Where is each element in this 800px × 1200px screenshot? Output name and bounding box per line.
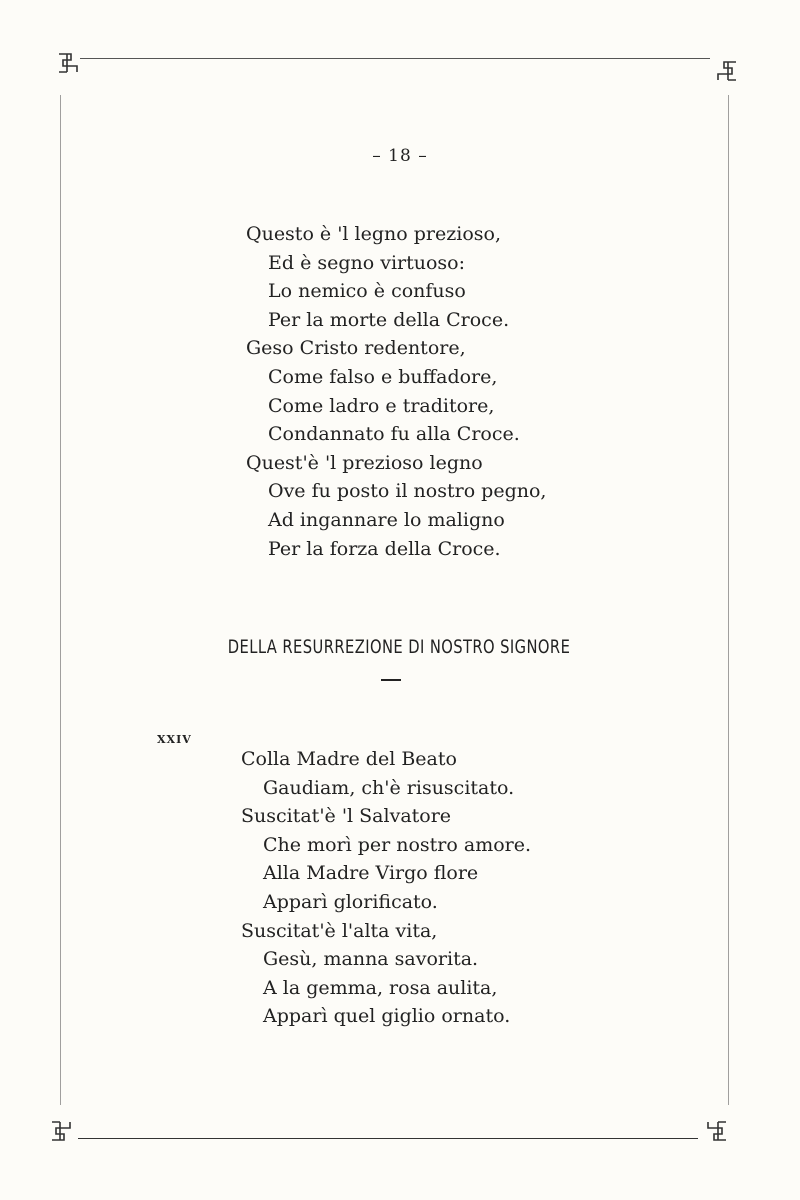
title-separator bbox=[381, 679, 401, 681]
verse-line: Suscitat'è 'l Salvatore bbox=[241, 805, 452, 828]
frame-right-rule bbox=[728, 95, 729, 1105]
verse-line: A la gemma, rosa aulita, bbox=[263, 976, 498, 999]
corner-ornament-icon bbox=[57, 50, 83, 76]
section-title: DELLA RESURREZIONE DI NOSTRO SIGNORE bbox=[227, 636, 571, 658]
verse-line: Per la morte della Croce. bbox=[268, 308, 510, 331]
verse-line: Quest'è 'l prezioso legno bbox=[246, 451, 483, 474]
corner-ornament-icon bbox=[702, 1118, 728, 1144]
poem-number: XXIV bbox=[157, 733, 192, 746]
frame-left-rule bbox=[60, 95, 61, 1105]
verse-line: Come ladro e traditore, bbox=[268, 394, 495, 417]
corner-ornament-icon bbox=[712, 58, 738, 84]
verse-line: Gaudiam, ch'è risuscitato. bbox=[263, 776, 515, 799]
frame-bottom-rule bbox=[78, 1138, 698, 1139]
frame-top-rule bbox=[80, 58, 710, 59]
verse-line: Condannato fu alla Croce. bbox=[268, 423, 520, 446]
verse-line: Apparì glorificato. bbox=[263, 890, 438, 913]
verse-line: Suscitat'è l'alta vita, bbox=[241, 919, 438, 942]
verse-line: Apparì quel giglio ornato. bbox=[263, 1005, 511, 1028]
poem-stanza-resurrection bbox=[241, 745, 531, 1031]
verse-line: Alla Madre Virgo flore bbox=[263, 862, 479, 885]
corner-ornament-icon bbox=[50, 1118, 76, 1144]
verse-line: Ad ingannare lo maligno bbox=[268, 508, 505, 531]
poem-stanza-cross bbox=[246, 220, 546, 563]
verse-line: Che morì per nostro amore. bbox=[263, 833, 532, 856]
verse-line: Ed è segno virtuoso: bbox=[268, 251, 466, 274]
verse-line: Per la forza della Croce. bbox=[268, 537, 501, 560]
verse-line: Come falso e buffadore, bbox=[268, 365, 498, 388]
verse-line: Colla Madre del Beato bbox=[241, 748, 457, 770]
verse-line: Gesù, manna savorita. bbox=[263, 948, 479, 971]
verse-line: Geso Cristo redentore, bbox=[246, 337, 466, 360]
verse-line: Ove fu posto il nostro pegno, bbox=[268, 480, 547, 503]
page-number: – 18 – bbox=[372, 146, 428, 166]
verse-line: Questo è 'l legno prezioso, bbox=[246, 223, 501, 245]
verse-line: Lo nemico è confuso bbox=[268, 280, 466, 303]
